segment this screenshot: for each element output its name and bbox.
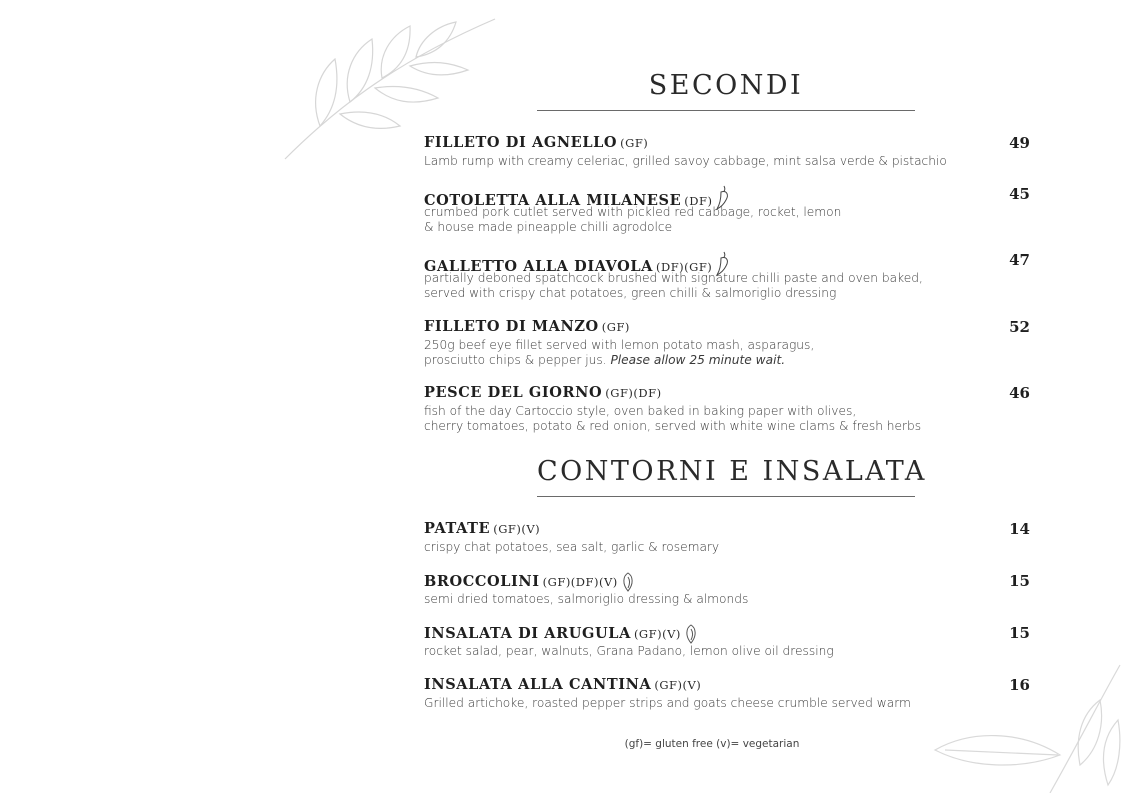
- chilli-icon: [715, 251, 731, 277]
- item-dietary-tags: (GF)(V): [633, 627, 681, 641]
- menu-item: [424, 251, 1030, 301]
- item-price: 46: [1009, 384, 1030, 402]
- item-dietary-tags: (DF)(GF): [655, 260, 713, 274]
- item-name: BROCCOLINI: [424, 573, 540, 590]
- item-name: INSALATA DI ARUGULA: [424, 625, 631, 642]
- item-description: 250g beef eye fillet served with lemon potato mash, asparagus,: [424, 338, 815, 352]
- item-dietary-tags: (GF): [601, 320, 630, 334]
- item-description: crispy chat potatoes, sea salt, garlic & rosemary: [424, 540, 720, 554]
- wait-time-note: Please allow 25 minute wait.: [610, 353, 786, 367]
- item-description: semi dried tomatoes, salmoriglio dressing & almonds: [424, 592, 749, 606]
- item-price: 49: [1009, 134, 1030, 152]
- chilli-icon: [715, 185, 731, 211]
- item-name: GALLETTO ALLA DIAVOLA: [424, 258, 653, 275]
- item-description-text: prosciutto chips & pepper jus.: [424, 353, 607, 367]
- item-name: FILLETO DI MANZO: [424, 318, 599, 335]
- item-description-line2: [424, 353, 1030, 368]
- dietary-legend: (gf)= gluten free (v)= vegetarian: [624, 738, 800, 750]
- nut-icon: [684, 624, 698, 644]
- item-description-line2: served with crispy chat potatoes, green chilli & salmoriglio dressing: [424, 286, 837, 300]
- item-price: 16: [1009, 676, 1030, 694]
- item-description: Grilled artichoke, roasted pepper strips and goats cheese crumble served warm: [424, 696, 911, 710]
- item-description: Lamb rump with creamy celeriac, grilled savoy cabbage, mint salsa verde & pistachio: [424, 154, 947, 168]
- item-price: 15: [1009, 624, 1030, 642]
- item-name: PATATE: [424, 520, 491, 537]
- item-dietary-tags: (DF): [684, 194, 713, 208]
- item-dietary-tags: (GF)(V): [493, 522, 541, 536]
- item-name: PESCE DEL GIORNO: [424, 384, 603, 401]
- item-price: 14: [1009, 520, 1030, 538]
- item-description: partially deboned spatchcock brushed with signature chilli paste and oven baked,: [424, 271, 923, 285]
- item-description-line2: & house made pineapple chilli agrodolce: [424, 220, 673, 234]
- item-price: 52: [1009, 318, 1030, 336]
- item-dietary-tags: (GF)(DF): [605, 386, 662, 400]
- section-divider: [537, 496, 915, 497]
- item-price: 47: [1009, 251, 1030, 269]
- item-description: fish of the day Cartoccio style, oven baked in baking paper with olives,: [424, 404, 857, 418]
- section-title-contorni: CONTORNI E INSALATA: [537, 456, 927, 487]
- item-dietary-tags: (GF)(V): [654, 678, 702, 692]
- item-dietary-tags: (GF)(DF)(V): [542, 575, 618, 589]
- item-price: 45: [1009, 185, 1030, 203]
- item-name: COTOLETTA ALLA MILANESE: [424, 192, 682, 209]
- menu-item: [424, 318, 1030, 368]
- menu-item: [424, 384, 1030, 434]
- menu-item: [424, 624, 1030, 659]
- menu-item: [424, 572, 1030, 607]
- section-divider: [537, 110, 915, 111]
- menu-item: [424, 134, 1030, 169]
- item-price: 15: [1009, 572, 1030, 590]
- item-dietary-tags: (GF): [620, 136, 649, 150]
- menu-item: [424, 520, 1030, 555]
- item-name: INSALATA ALLA CANTINA: [424, 676, 652, 693]
- item-name: FILLETO DI AGNELLO: [424, 134, 618, 151]
- menu-item: [424, 185, 1030, 235]
- menu-item: [424, 676, 1030, 711]
- nut-icon: [621, 572, 635, 592]
- item-description: rocket salad, pear, walnuts, Grana Padano, lemon olive oil dressing: [424, 644, 834, 658]
- item-description: crumbed pork cutlet served with pickled red cabbage, rocket, lemon: [424, 205, 842, 219]
- item-description-line2: cherry tomatoes, potato & red onion, served with white wine clams & fresh herbs: [424, 419, 922, 433]
- section-title-secondi: SECONDI: [648, 70, 804, 101]
